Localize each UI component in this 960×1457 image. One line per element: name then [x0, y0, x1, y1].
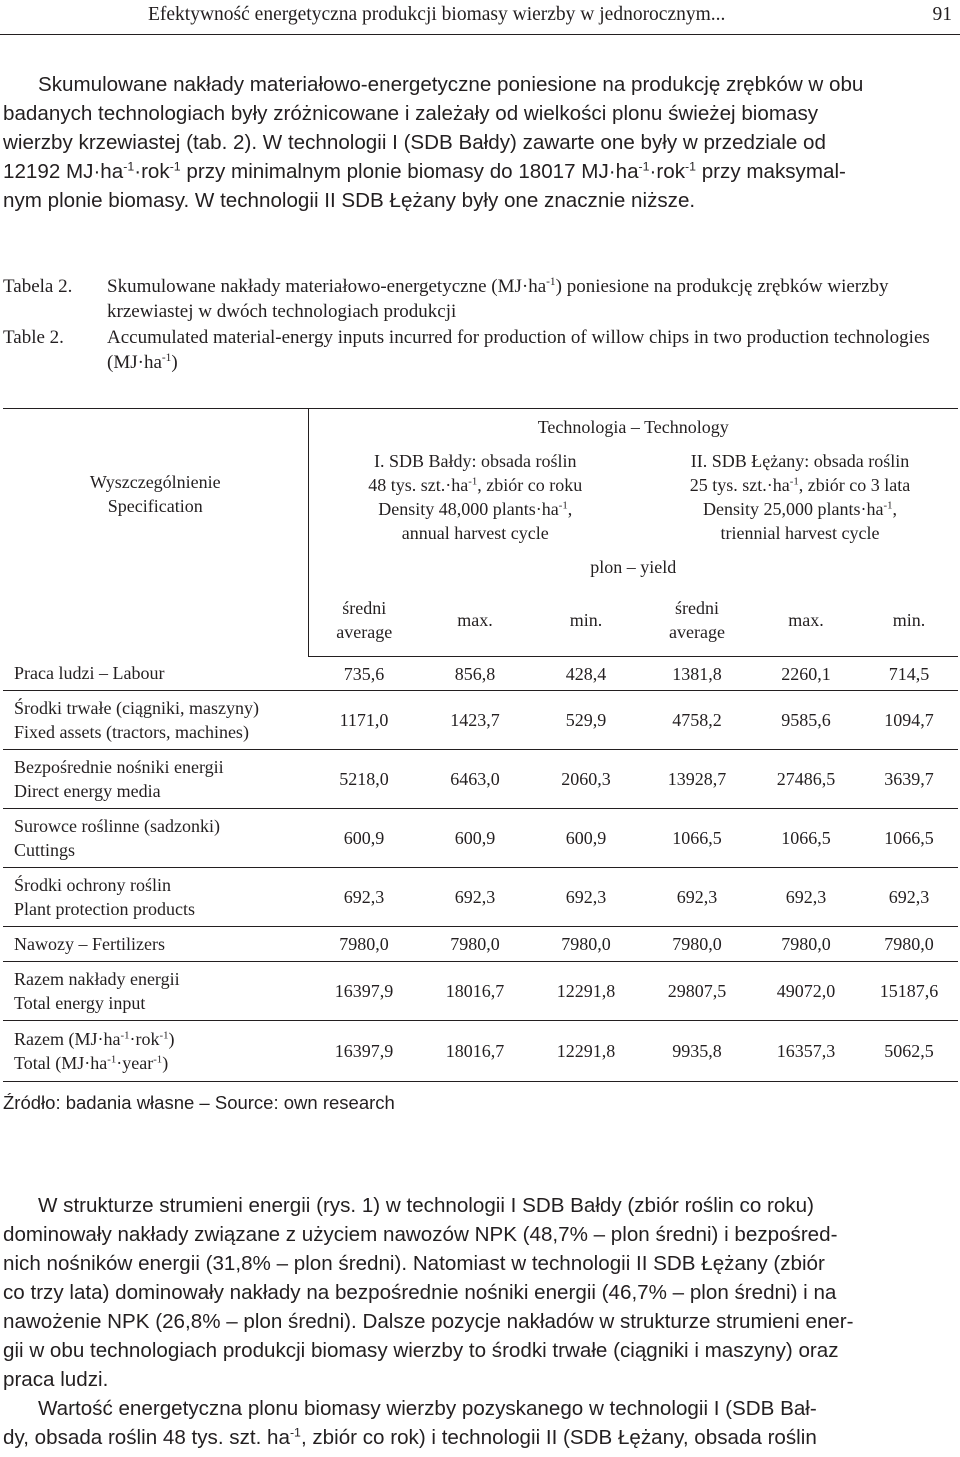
label-line: Środki trwałe (ciągniki, maszyny)	[14, 698, 259, 718]
header-line	[642, 473, 958, 497]
text-fragment: , zbiór co roku	[477, 474, 583, 495]
table-cell: 692,3	[530, 868, 642, 927]
text-fragment: 25 tys. szt.·ha	[689, 474, 790, 495]
row-label: Nawozy – Fertilizers	[3, 927, 308, 962]
table-caption	[3, 274, 958, 375]
col-min: min.	[860, 585, 958, 657]
table-cell: 1423,7	[420, 691, 530, 750]
superscript: -1	[789, 475, 799, 488]
label-line	[14, 1051, 308, 1075]
table-cell: 856,8	[420, 657, 530, 691]
label-line: Środki ochrony roślin	[14, 875, 171, 895]
table-cell: 692,3	[752, 868, 860, 927]
table-row	[3, 657, 958, 691]
text-fragment: )	[168, 1029, 175, 1049]
table-cell: 714,5	[860, 657, 958, 691]
caption-label: Tabela 2.	[3, 276, 73, 297]
header-label: średni	[675, 598, 719, 619]
table-cell: 7980,0	[530, 927, 642, 962]
table-row	[3, 927, 958, 962]
superscript: -1	[169, 159, 181, 174]
superscript: -1	[883, 499, 893, 512]
superscript: -1	[468, 475, 478, 488]
table-row	[3, 750, 958, 809]
col-max: max.	[420, 585, 530, 657]
text-fragment: )	[162, 1053, 169, 1073]
superscript: -1	[685, 159, 696, 174]
caption-text	[107, 325, 958, 375]
table-cell: 5062,5	[860, 1021, 958, 1082]
intro-line: Skumulowane nakłady materiałowo-energetyczne poniesione na produkcję zrębków w obu	[38, 73, 864, 96]
superscript: -1	[120, 1029, 130, 1042]
source-note: Źródło: badania własne – Source: own research	[3, 1092, 395, 1113]
yield-header: plon – yield	[590, 556, 677, 577]
table-cell: 9935,8	[642, 1021, 752, 1082]
intro-line	[3, 157, 954, 186]
body-line: co trzy lata) dominowały nakłady na bezpośrednie nośniki energii (46,7% – plon średni) i na	[3, 1281, 837, 1304]
superscript: -1	[638, 159, 650, 174]
header-label: average	[336, 622, 393, 643]
intro-line: nym plonie biomasy. W technologii II SDB Łężany były one znacznie niższe.	[3, 189, 696, 212]
text-fragment: ·rok	[129, 1029, 160, 1049]
intro-line: badanych technologiach były zróżnicowane i zależały od wielkości plonu świeżej biomasy	[3, 102, 819, 125]
row-label	[3, 750, 308, 809]
table-cell: 692,3	[420, 868, 530, 927]
label-line	[14, 1027, 308, 1051]
superscript: -1	[159, 1029, 169, 1042]
table-cell: 600,9	[530, 809, 642, 868]
table-cell: 5218,0	[308, 750, 420, 809]
header-line: triennial harvest cycle	[720, 522, 880, 543]
table-cell: 692,3	[860, 868, 958, 927]
intro-line: wierzby krzewiastej (tab. 2). W technologii I (SDB Bałdy) zawarte one były w przedziale od	[3, 131, 826, 154]
row-label: Praca ludzi – Labour	[3, 657, 308, 691]
label-line: Bezpośrednie nośniki energii	[14, 757, 224, 777]
table-cell: 12291,8	[530, 962, 642, 1021]
technology-1-header	[308, 445, 642, 549]
col-average	[308, 585, 420, 657]
table-cell: 3639,7	[860, 750, 958, 809]
table-cell: 9585,6	[752, 691, 860, 750]
table-row	[3, 962, 958, 1021]
table-row	[3, 809, 958, 868]
col-max: max.	[752, 585, 860, 657]
header-line	[642, 497, 958, 521]
text-fragment: ) poniesione na produkcję zrębków wierzby krzewiastej w dwóch technologiach produkcji	[107, 276, 889, 322]
body-line: gii w obu technologiach produkcji biomasy wierzby to środki trwałe (ciągniki i maszyny) oraz	[3, 1339, 839, 1362]
header-label: Specification	[107, 495, 203, 516]
row-label	[3, 691, 308, 750]
technology-2-header	[642, 445, 958, 549]
text-fragment: , zbiór co rok) i technologii II (SDB Łężany, obsada roślin	[300, 1426, 817, 1449]
header-line	[309, 497, 643, 521]
table-cell: 7980,0	[420, 927, 530, 962]
table-cell: 7980,0	[308, 927, 420, 962]
table-cell: 1381,8	[642, 657, 752, 691]
text-fragment: , zbiór co 3 lata	[798, 474, 911, 495]
technology-header: Technologia – Technology	[308, 409, 958, 445]
superscript: -1	[123, 159, 135, 174]
table-cell: 12291,8	[530, 1021, 642, 1082]
table-cell: 1066,5	[642, 809, 752, 868]
superscript: -1	[153, 1053, 163, 1066]
header-label: średni	[342, 598, 387, 619]
table-cell: 29807,5	[642, 962, 752, 1021]
body-line	[3, 1423, 954, 1452]
col-average	[642, 585, 752, 657]
energy-input-table	[3, 408, 958, 1082]
body-line: dominowały nakłady związane z użyciem nawozów NPK (48,7% – plon średni) i bezpośred-	[3, 1223, 838, 1246]
page-number: 91	[932, 4, 952, 25]
text-fragment: 12192 MJ·ha	[3, 160, 124, 183]
text-fragment: przy maksymal-	[696, 160, 846, 183]
table-cell: 49072,0	[752, 962, 860, 1021]
superscript: -1	[161, 352, 172, 365]
text-fragment: )	[171, 352, 178, 373]
row-label	[3, 809, 308, 868]
body-line: nawożenie NPK (26,8% – plon średni). Dalsze pozycje nakładów w strukturze strumieni ener-	[3, 1310, 854, 1333]
body-paragraph	[3, 1191, 954, 1452]
table-row	[3, 691, 958, 750]
header-rule	[0, 34, 960, 35]
text-fragment: Total (MJ·ha	[14, 1053, 108, 1073]
text-fragment: Skumulowane nakłady materiałowo-energetyczne (MJ·ha	[107, 276, 547, 297]
body-line: praca ludzi.	[3, 1368, 109, 1391]
table-cell: 600,9	[308, 809, 420, 868]
superscript: -1	[107, 1053, 117, 1066]
caption-label: Table 2.	[3, 327, 64, 348]
row-label	[3, 962, 308, 1021]
body-line: Wartość energetyczna plonu biomasy wierzby pozyskanego w technologii I (SDB Bał-	[38, 1397, 817, 1420]
table-cell: 16397,9	[308, 962, 420, 1021]
table-cell: 18016,7	[420, 962, 530, 1021]
text-fragment: ·rok	[649, 160, 685, 183]
label-line: Surowce roślinne (sadzonki)	[14, 816, 220, 836]
caption-text	[107, 274, 958, 324]
text-fragment: Razem (MJ·ha	[14, 1029, 121, 1049]
table-cell: 600,9	[420, 809, 530, 868]
table-cell: 18016,7	[420, 1021, 530, 1082]
table-cell: 2260,1	[752, 657, 860, 691]
text-fragment: Density 25,000 plants·ha	[703, 498, 884, 519]
col-min: min.	[530, 585, 642, 657]
table-cell: 1094,7	[860, 691, 958, 750]
table-cell: 16397,9	[308, 1021, 420, 1082]
specification-header	[3, 409, 308, 657]
table-cell: 428,4	[530, 657, 642, 691]
table-cell: 7980,0	[752, 927, 860, 962]
label-line: Razem nakłady energii	[14, 969, 180, 989]
running-title: Efektywność energetyczna produkcji biomasy wierzby w jednorocznym...	[148, 4, 726, 25]
text-fragment: przy minimalnym plonie biomasy do 18017 MJ·ha	[180, 160, 639, 183]
text-fragment: ·rok	[134, 160, 170, 183]
table-cell: 692,3	[308, 868, 420, 927]
caption-polish	[3, 274, 958, 324]
text-fragment: dy, obsada roślin 48 tys. szt. ha	[3, 1426, 290, 1449]
table-cell: 1066,5	[752, 809, 860, 868]
header-line: annual harvest cycle	[401, 522, 549, 543]
header-label: Wyszczególnienie	[89, 471, 221, 492]
table-cell: 735,6	[308, 657, 420, 691]
running-header	[0, 0, 960, 36]
caption-english	[3, 325, 958, 375]
text-fragment: ,	[892, 498, 897, 519]
table-row	[3, 868, 958, 927]
header-line	[309, 473, 643, 497]
table-cell: 4758,2	[642, 691, 752, 750]
table-cell: 7980,0	[642, 927, 752, 962]
table-cell: 16357,3	[752, 1021, 860, 1082]
superscript: -1	[289, 1425, 301, 1440]
label-line: Direct energy media	[14, 781, 161, 801]
row-label	[3, 868, 308, 927]
superscript: -1	[558, 499, 568, 512]
table-cell: 529,9	[530, 691, 642, 750]
label-line: Fixed assets (tractors, machines)	[14, 722, 249, 742]
table-cell: 27486,5	[752, 750, 860, 809]
body-line: W strukturze strumieni energii (rys. 1) w technologii I SDB Bałdy (zbiór roślin co roku)	[38, 1194, 814, 1217]
header-line: I. SDB Bałdy: obsada roślin	[374, 450, 577, 471]
superscript: -1	[546, 276, 556, 289]
text-fragment: Accumulated material-energy inputs incurred for production of willow chips in two production technologies (MJ·ha	[107, 327, 930, 373]
table-cell: 1066,5	[860, 809, 958, 868]
intro-paragraph	[3, 70, 954, 215]
table-cell: 692,3	[642, 868, 752, 927]
text-fragment: Density 48,000 plants·ha	[378, 498, 559, 519]
table-cell: 13928,7	[642, 750, 752, 809]
text-fragment: ·year	[116, 1053, 154, 1073]
text-fragment: ,	[567, 498, 573, 519]
label-line: Plant protection products	[14, 899, 195, 919]
row-label	[3, 1021, 308, 1082]
table-cell: 1171,0	[308, 691, 420, 750]
table-cell: 15187,6	[860, 962, 958, 1021]
text-fragment: 48 tys. szt.·ha	[368, 474, 469, 495]
table-cell: 2060,3	[530, 750, 642, 809]
label-line: Cuttings	[14, 840, 76, 860]
body-line: nich nośników energii (31,8% – plon średni). Natomiast w technologii II SDB Łężany (zbiór	[3, 1252, 825, 1275]
header-line: II. SDB Łężany: obsada roślin	[690, 450, 910, 471]
label-line: Total energy input	[14, 993, 146, 1013]
header-label: average	[669, 622, 725, 643]
table-row-total	[3, 1021, 958, 1082]
table-cell: 6463,0	[420, 750, 530, 809]
table-cell: 7980,0	[860, 927, 958, 962]
